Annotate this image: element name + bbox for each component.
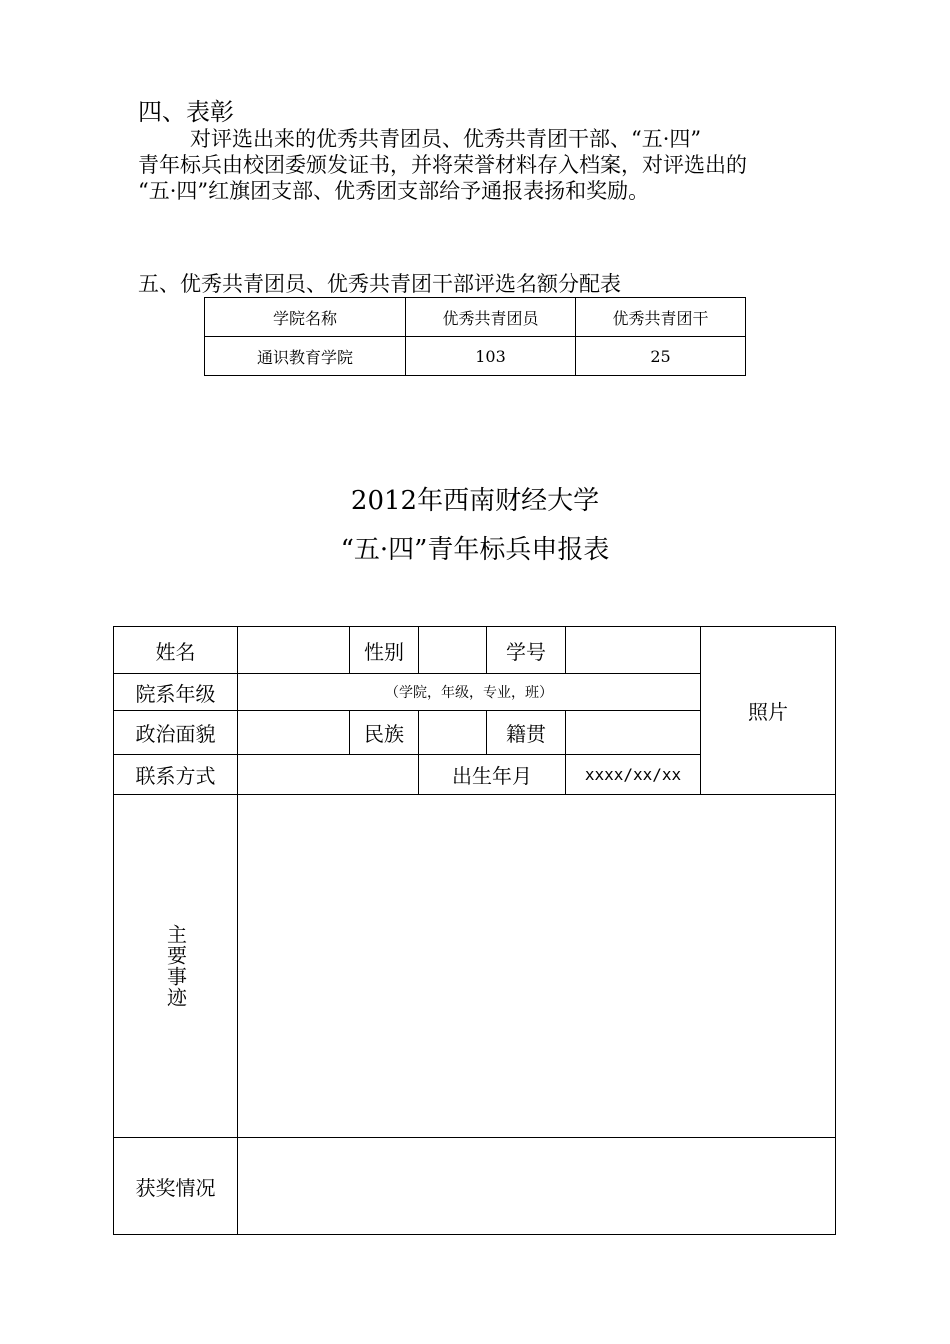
input-hometown[interactable] [566,711,701,755]
form-row-1 [114,627,836,674]
cell-cadre-count: 25 [576,337,746,376]
label-department: 院系年级 [114,674,238,711]
section5-heading: 五、优秀共青团员、优秀共青团干部评选名额分配表 [138,272,621,296]
input-student-id[interactable] [566,627,701,674]
form-row-awards [114,1138,836,1235]
label-gender: 性别 [350,627,419,674]
label-ethnicity: 民族 [350,711,419,755]
paragraph-line-1: 对评选出来的优秀共青团员、优秀共青团干部、“五·四” [190,127,702,151]
label-name: 姓名 [114,627,238,674]
paragraph-line-2: 青年标兵由校团委颁发证书，并将荣誉材料存入档案，对评选出的 [138,153,747,177]
input-department[interactable]: （学院，年级，专业，班） [238,674,701,711]
table-header-row [205,298,746,337]
input-contact[interactable] [238,755,419,795]
label-hometown: 籍贯 [487,711,566,755]
label-deeds: 主要事迹 [163,924,188,1008]
quota-table [204,297,746,376]
input-name[interactable] [238,627,350,674]
label-birth: 出生年月 [419,755,566,795]
cell-college: 通识教育学院 [205,337,406,376]
photo-box[interactable] [701,627,836,795]
label-political: 政治面貌 [114,711,238,755]
table-row [205,337,746,376]
input-awards[interactable] [238,1138,836,1235]
header-college: 学院名称 [205,298,406,337]
input-deeds[interactable] [238,795,836,1138]
cell-member-count: 103 [406,337,576,376]
input-birth[interactable]: xxxx/xx/xx [566,755,701,795]
section4-paragraph [138,126,828,204]
label-photo: 照片 [748,700,788,724]
form-title-line2: “五·四”青年标兵申报表 [340,535,610,565]
input-gender[interactable] [419,627,487,674]
section4-heading: 四、表彰 [138,98,234,126]
header-excellent-cadre: 优秀共青团干 [576,298,746,337]
label-awards: 获奖情况 [114,1138,238,1235]
label-deeds-cell [114,795,238,1138]
form-title-line1: 2012年西南财经大学 [350,486,600,516]
paragraph-line-3: “五·四”红旗团支部、优秀团支部给予通报表扬和奖励。 [138,179,650,203]
form-row-deeds [114,795,836,1138]
input-ethnicity[interactable] [419,711,487,755]
application-form [113,626,836,1235]
header-excellent-member: 优秀共青团员 [406,298,576,337]
label-contact: 联系方式 [114,755,238,795]
input-political[interactable] [238,711,350,755]
label-student-id: 学号 [487,627,566,674]
